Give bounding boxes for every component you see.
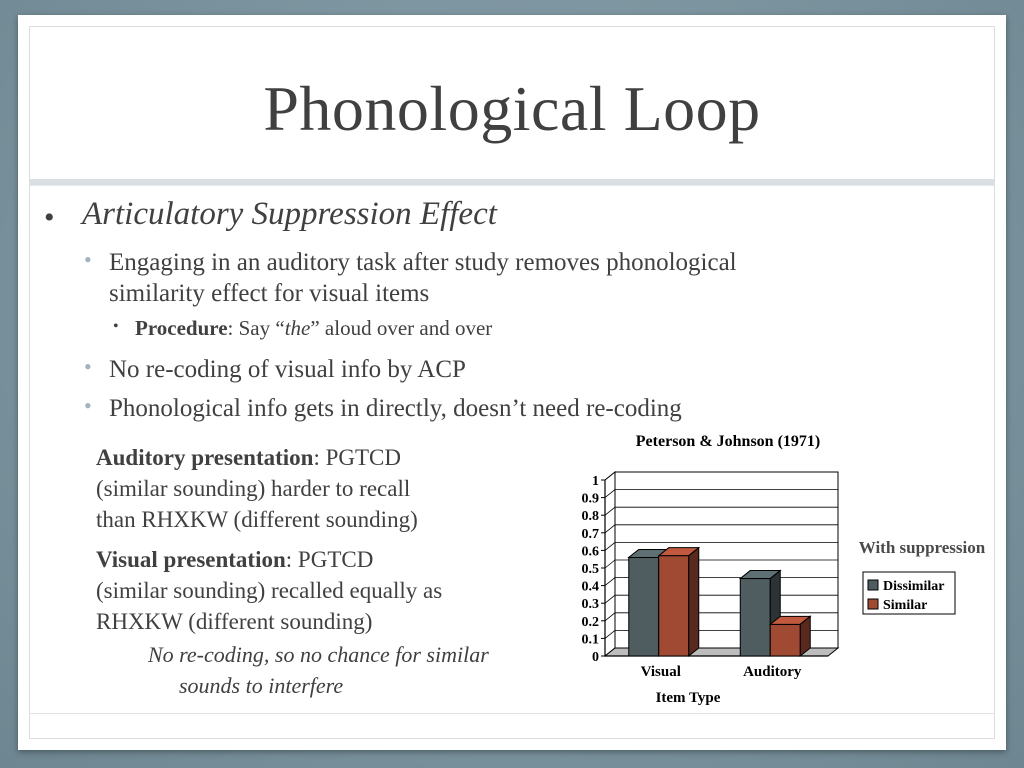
bullet-dot: •: [84, 393, 92, 418]
x-tick-label: Visual: [640, 664, 681, 680]
y-tick-label: 0.2: [581, 614, 599, 630]
bullet-dot: •: [113, 318, 119, 335]
bar-similar-visual: [659, 556, 689, 656]
bullet-engaging-line1: Engaging in an auditory task after study removes phonological: [109, 249, 737, 276]
visual-line2: (similar sounding) recalled equally as: [96, 578, 443, 603]
chart-title: Peterson & Johnson (1971): [635, 433, 821, 450]
auditory-label: Auditory presentation: [96, 445, 314, 470]
bullet-dot: •: [84, 247, 92, 272]
note-line2: sounds to interfere: [179, 673, 344, 698]
chart-legend: [863, 572, 955, 614]
auditory-line1: : PGTCD: [313, 445, 401, 470]
bullet-engaging-line2: similarity effect for visual items: [109, 280, 430, 307]
bar-dissimilar-auditory: [740, 579, 770, 656]
visual-line1: : PGTCD: [285, 547, 374, 572]
legend-label: Similar: [883, 598, 928, 613]
legend-swatch: [868, 580, 878, 590]
chart-plot-area: [582, 472, 839, 680]
procedure-word: the: [284, 316, 311, 340]
auditory-line2: (similar sounding) harder to recall: [96, 476, 411, 501]
y-tick-label: 0: [592, 650, 599, 665]
y-tick-label: 0.1: [581, 632, 599, 648]
bullet-articulatory-suppression: Articulatory Suppression Effect: [82, 196, 497, 232]
y-tick-label: 0.4: [581, 579, 599, 595]
procedure-label: Procedure: [135, 316, 228, 340]
procedure-post: ” aloud over and over: [310, 316, 493, 340]
bar-similar-auditory: [770, 624, 800, 656]
bar-chart: [548, 414, 998, 714]
legend-swatch: [868, 599, 878, 609]
bullet-phonological-direct: Phonological info gets in directly, doesn’t need re-coding: [109, 395, 682, 422]
y-tick-label: 0.6: [581, 544, 599, 560]
bullet-no-recoding: No re-coding of visual info by ACP: [109, 356, 466, 383]
y-tick-label: 0.3: [581, 597, 599, 613]
auditory-line3: than RHXKW (different sounding): [96, 507, 418, 532]
title-divider-line: [29, 185, 995, 186]
chart-annotation: With suppression: [858, 538, 986, 557]
bar-dissimilar-visual: [629, 557, 659, 656]
x-axis-label: Item Type: [655, 690, 721, 706]
note-line1: No re-coding, so no chance for similar: [148, 642, 489, 667]
bullet-dot: •: [84, 354, 92, 379]
visual-line3: RHXKW (different sounding): [96, 609, 373, 634]
bullet-procedure: [135, 316, 492, 341]
procedure-pre: : Say “: [227, 316, 285, 340]
slide-title: Phonological Loop: [263, 73, 761, 144]
bullet-dot: •: [44, 201, 55, 234]
auditory-presentation-text: [96, 442, 418, 535]
y-tick-label: 0.9: [581, 491, 599, 507]
visual-label: Visual presentation: [96, 547, 286, 572]
legend-label: Dissimilar: [883, 579, 945, 594]
y-tick-label: 1: [592, 474, 599, 489]
x-tick-label: Auditory: [743, 664, 802, 680]
bar-side: [689, 548, 699, 656]
y-tick-label: 0.5: [581, 562, 599, 577]
y-tick-label: 0.7: [581, 526, 599, 542]
visual-presentation-text: [96, 544, 442, 637]
y-tick-label: 0.8: [581, 509, 599, 525]
